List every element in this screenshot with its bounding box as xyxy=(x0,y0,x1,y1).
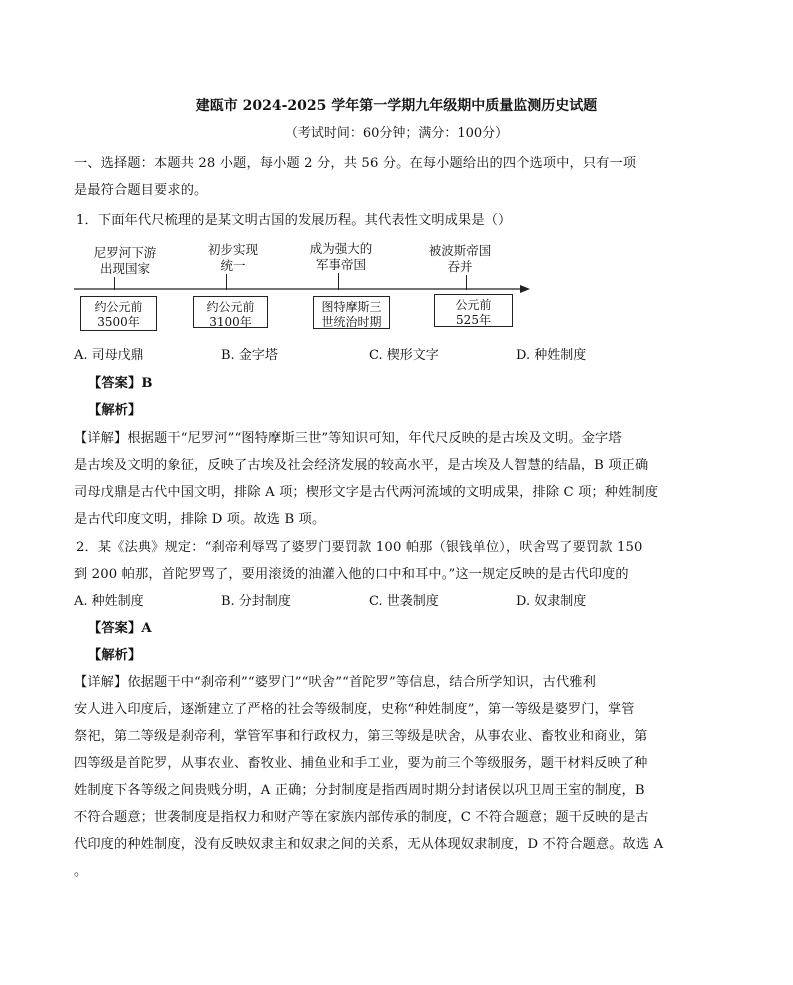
q2-detail-line-7: 代印度的种姓制度，没有反映奴隶主和奴隶之间的关系，无从体现奴隶制度，D 不符合题意。故选 A xyxy=(74,837,664,852)
q1-detail-line-3: 司母戊鼎是古代中国文明，排除 A 项；楔形文字是古代两河流域的文明成果，排除 C 项；种姓制度 xyxy=(74,485,659,500)
timeline-box-2-line2: 3100年 xyxy=(209,315,252,329)
timeline-box-1 xyxy=(80,296,157,331)
timeline-label-3 xyxy=(300,241,382,273)
section-heading-line2: 是最符合题目要求的。 xyxy=(74,183,208,198)
timeline-tick-2 xyxy=(226,274,227,290)
timeline-label-3-line2: 军事帝国 xyxy=(315,257,366,272)
q1-option-c: C. 楔形文字 xyxy=(369,348,439,363)
q2-option-b: B. 分封制度 xyxy=(221,594,291,609)
timeline-label-4 xyxy=(420,243,500,275)
timeline-label-1-line1: 尼罗河下游 xyxy=(93,245,157,260)
timeline-box-2 xyxy=(193,296,268,328)
timeline-box-3-line1: 图特摩斯三 xyxy=(321,300,382,314)
q2-detail-line-2: 安人进入印度后，逐渐建立了严格的社会等级制度，史称“种姓制度”，第一等级是婆罗门，掌管 xyxy=(74,702,635,717)
q2-detail-line-3: 祭祀，第二等级是刹帝利，掌管军事和行政权力，第三等级是吠舍，从事农业、畜牧业和商业，第 xyxy=(74,729,648,744)
q1-answer: 【答案】B xyxy=(88,376,153,391)
timeline-figure xyxy=(0,0,793,340)
timeline-label-2-line1: 初步实现 xyxy=(207,242,258,257)
timeline-box-4 xyxy=(434,294,513,327)
exam-subtitle: （考试时间：60分钟；满分：100分） xyxy=(284,126,509,141)
question-2-stem-line1: 2．某《法典》规定：“刹帝利辱骂了婆罗门要罚款 100 帕那（银钱单位），吠舍骂了要罚款 150 xyxy=(76,540,643,555)
question-1-stem: 1．下面年代尺梳理的是某文明古国的发展历程。其代表性文明成果是（） xyxy=(76,213,512,228)
timeline-box-2-line1: 约公元前 xyxy=(206,300,255,314)
section-heading-line1: 一、选择题：本题共 28 小题，每小题 2 分，共 56 分。在每小题给出的四个选项中，只有一项 xyxy=(74,156,637,171)
timeline-box-3-line2: 世统治时期 xyxy=(321,315,382,329)
timeline-label-1 xyxy=(86,245,164,277)
timeline-box-1-line1: 约公元前 xyxy=(94,300,143,314)
q1-detail-line-4: 是古代印度文明，排除 D 项。故选 B 项。 xyxy=(74,512,326,527)
q1-option-a: A. 司母戊鼎 xyxy=(74,348,144,363)
q2-detail-line-5: 姓制度下各等级之间贵贱分明，A 正确；分封制度是指西周时期分封诸侯以巩卫周王室的制度，B xyxy=(74,783,645,798)
timeline-box-3 xyxy=(313,296,390,329)
timeline-label-3-line1: 成为强大的 xyxy=(309,241,373,256)
timeline-box-4-line1: 公元前 xyxy=(455,298,492,312)
timeline-label-4-line2: 吞并 xyxy=(447,259,473,274)
q2-detail-line-8: 。 xyxy=(74,864,88,879)
q1-detail-line-2: 是古埃及文明的象征，反映了古埃及社会经济发展的较高水平，是古埃及人智慧的结晶，B 项正确 xyxy=(74,458,649,473)
q2-option-a: A. 种姓制度 xyxy=(74,594,144,609)
timeline-label-2 xyxy=(196,242,270,274)
timeline-label-2-line2: 统一 xyxy=(220,258,246,273)
exam-title: 建瓯市 2024-2025 学年第一学期九年级期中质量监测历史试题 xyxy=(195,98,598,114)
q2-option-c: C. 世袭制度 xyxy=(369,594,439,609)
timeline-box-4-line2: 525年 xyxy=(456,313,491,327)
q2-detail-line-1: 【详解】依据题干中“刹帝利”“婆罗门”“吠舍”“首陀罗”等信息，结合所学知识，古代雅利 xyxy=(74,675,596,690)
q2-analysis-heading: 【解析】 xyxy=(88,648,142,663)
timeline-tick-4 xyxy=(466,275,467,290)
timeline-axis xyxy=(0,0,793,340)
timeline-tick-3 xyxy=(338,273,339,290)
question-2-stem-line2: 到 200 帕那，首陀罗骂了，要用滚烫的油灌入他的口中和耳中。”这一规定反映的是古代印度的 xyxy=(74,567,629,582)
q2-detail-line-6: 不符合题意；世袭制度是指权力和财产等在家族内部传承的制度，C 不符合题意；题干反映的是古 xyxy=(74,810,649,825)
q2-option-d: D. 奴隶制度 xyxy=(516,594,587,609)
q2-answer: 【答案】A xyxy=(88,621,152,636)
q1-analysis-heading: 【解析】 xyxy=(88,403,142,418)
q1-option-b: B. 金字塔 xyxy=(221,348,278,363)
timeline-box-1-line2: 3500年 xyxy=(97,315,140,329)
q1-detail-line-1: 【详解】根据题干“尼罗河”“图特摩斯三世”等知识可知，年代尺反映的是古埃及文明。金字塔 xyxy=(74,431,622,446)
timeline-label-1-line2: 出现国家 xyxy=(99,261,150,276)
q1-option-d: D. 种姓制度 xyxy=(516,348,587,363)
timeline-label-4-line1: 被波斯帝国 xyxy=(428,243,492,258)
timeline-tick-1 xyxy=(114,277,115,290)
q2-detail-line-4: 四等级是首陀罗，从事农业、畜牧业、捕鱼业和手工业，要为前三个等级服务，题干材料反映了种 xyxy=(74,756,648,771)
